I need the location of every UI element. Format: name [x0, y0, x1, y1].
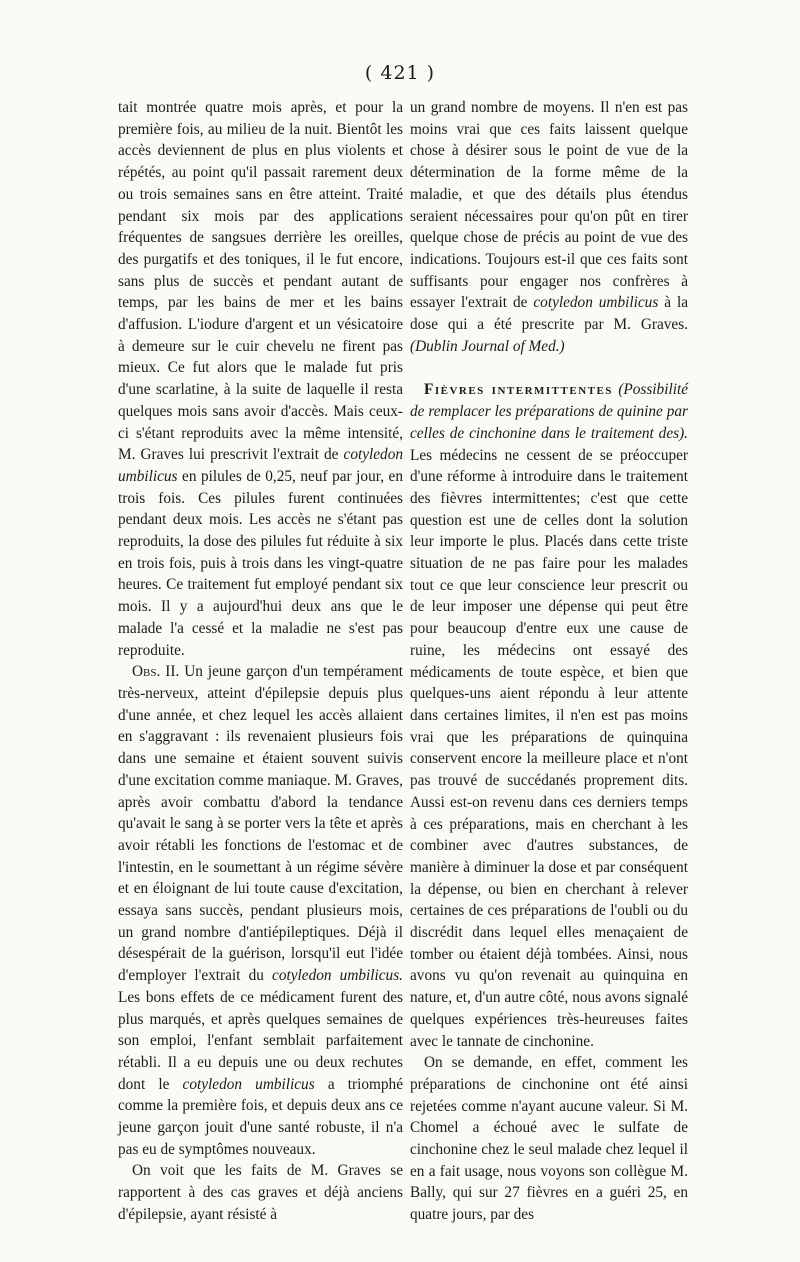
observation-2-paragraph: Obs. II. Un jeune garçon d'un tempérament très-nerveux, atteint d'épilepsie depuis plus d'une année, et chez lequel les accès allaient en s'aggravant : ils revenaient plusieurs fois dans une semaine et étaient souvent suivis d'une excitation comme maniaque. M. Graves, après avoir combattu d'abord la tendance qu'avait le sang à se porter vers la tête et après avoir rétabli les fonctions de l'estomac et de l'intestin, en le soumettant à un régime sévère et en éloignant de lui toute cause d'excitation, essaya sans succès, pendant plusieurs mois, un grand nombre d'antiépileptiques. Déjà il désespérait de la guérison, lorsqu'il eut l'idée d'employer l'extrait du cotyledon umbilicus. Les bons effets de ce médicament furent des plus marqués, et après quelques semaines de son emploi, l'enfant semblait parfaitement rétabli. Il a eu depuis une ou deux rechutes dont le cotyledon umbilicus a triomphé comme la première fois, et depuis deux ans ce jeune garçon jouit d'une santé robuste, il n'a pas eu de symptômes nouveaux. — [118, 663, 403, 1158]
section-paragraph: Fièvres intermittentes (Possibilité de remplacer les préparations de quinine par celles de cinchonine dans le traitement des). Les médecins ne cessent de se préoccuper d'une réforme à introduire dans le traitement des fièvres intermittentes; c'est que cette question est une de celles dont la solution leur importe le plus. Placés dans cette triste situation de ne pas faire pour les malades tout ce que leur conscience leur prescrit ou de leur imposer une dépense qui peut être pour beaucoup d'entre eux une cause de ruine, les médecins ont essayé des médicaments de toute espèce, et bien que quelques-uns aient répondu à leur attente dans certaines limites, il n'en est pas moins vrai que les préparations de quinquina conservent encore la meilleure place et n'ont pas trouvé de succédanés proprement dits. Aussi est-on revenu dans ces derniers temps à ces préparations, mais en cherchant à les combiner avec d'autres substances, de manière à diminuer la dose et par conséquent la dépense, ou bien en cherchant à relever certaines de ces préparations de l'oubli ou du discrédit dans lequel elles menaçaient de tomber ou étaient déjà tombées. Ainsi, nous avons vu qu'on revenait au quinquina en nature, et, d'un autre côté, nous avons signalé quelques expériences très-heureuses faites avec le tannate de cinchonine. — [410, 381, 688, 1050]
left-paragraph-3: On voit que les faits de M. Graves se rapportent à des cas graves et déjà anciens d'épilepsie, ayant résisté à — [118, 1162, 403, 1223]
left-paragraph-1: tait montrée quatre mois après, et pour la première fois, au milieu de la nuit. Bientôt les accès deviennent de plus en plus violents et répétés, au point qu'il passait rarement deux ou trois semaines sans en être atteint. Traité pendant six mois par des applications fréquentes de sangsues derrière les oreilles, des purgatifs et des toniques, il le fut encore, sans plus de succès et pendant autant de temps, par les bains de mer et les bains d'affusion. L'iodure d'argent et un vésicatoire à demeure sur le cuir chevelu ne firent pas mieux. Ce fut alors que le malade fut pris d'une scarlatine, à la suite de laquelle il resta quelques mois sans avoir d'accès. Mais ceux-ci s'étant reproduits avec la même intensité, M. Graves lui prescrivit l'extrait de cotyledon umbilicus en pilules de 0,25, neuf par jour, en trois fois. Ces pilules furent continuées pendant deux mois. Les accès ne s'étant pas reproduits, la dose des pilules fut réduite à six en trois fois, puis à trois dans les vingt-quatre heures. Ce traitement fut employé pendant six mois. Il y a aujourd'hui deux ans que le malade l'a cessé et la maladie ne s'est pas reproduite. — [118, 99, 403, 659]
section-heading: Fièvres intermittentes — [424, 381, 613, 399]
right-column — [410, 97, 688, 1226]
page-number: ( 421 ) — [364, 62, 436, 84]
section-gap — [410, 357, 688, 379]
source-citation: (Dublin Journal of Med.) — [410, 337, 565, 355]
section-subheading: (Possibilité de remplacer les préparations de quinine par celles de cinchonine dans le traitement des). — [410, 381, 688, 442]
observation-label: Obs. II. — [132, 663, 180, 681]
left-column — [118, 97, 403, 1226]
right-paragraph-3: On se demande, en effet, comment les préparations de cinchonine ont été ainsi rejetées comme n'ayant aucune valeur. Si M. Chomel a échoué avec le sulfate de cinchonine chez le seul malade chez lequel il en a fait usage, nous voyons son collègue M. Bally, qui sur 27 fièvres en a guéri 25, en quatre jours, par des — [410, 1054, 688, 1224]
right-paragraph-1: un grand nombre de moyens. Il n'en est pas moins vrai que ces faits laissent quelque chose à désirer sous le point de vue de la détermination de la forme même de la maladie, et que des détails plus étendus seraient nécessaires pour qu'on pût en tirer quelque chose de précis au point de vue des indications. Toujours est-il que ces faits sont suffisants pour engager nos confrères à essayer l'extrait de cotyledon umbilicus à la dose qui a été prescrite par M. Graves. (Dublin Journal of Med.) — [410, 99, 689, 355]
